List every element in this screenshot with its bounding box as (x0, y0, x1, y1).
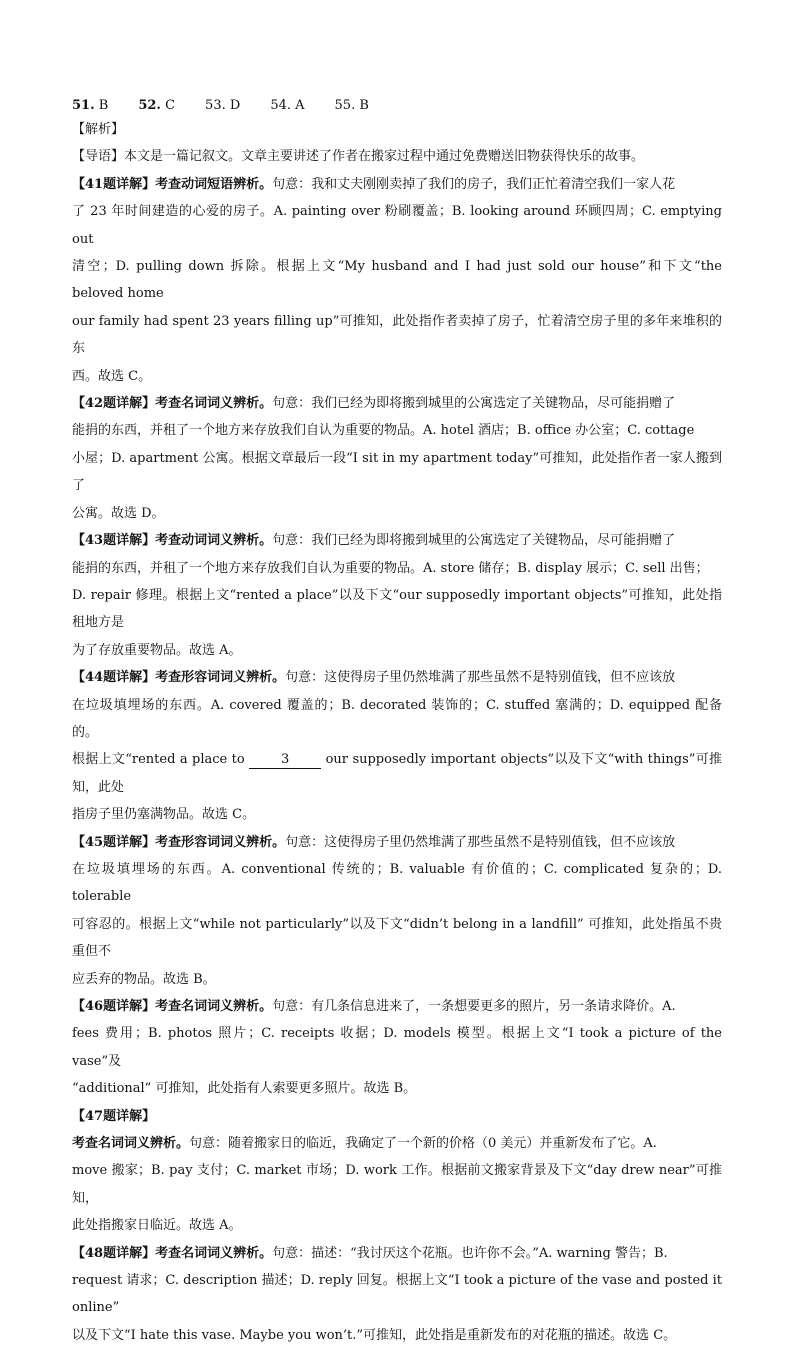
answer-53: 53. D (205, 97, 241, 113)
answer-54: 54. A (270, 97, 305, 113)
q41-line-4: our family had spent 23 years filling up”可推知，此处指作者卖掉了房子，忙着清空房子里的多年来堆积的东 (72, 313, 722, 357)
q42-line-4: 公寓。故选 D。 (72, 505, 165, 521)
answer-55: 55. B (334, 97, 369, 113)
q41-line-3: 清空；D. pulling down 拆除。根据上文“My husband and I had just sold our house”和下文“the beloved home (72, 259, 722, 302)
q46-line-3: “additional” 可推知，此处指有人索要更多照片。故选 B。 (72, 1081, 417, 1097)
q44-line-3: 根据上文“rented a place to 3 our supposedly important objects”以及下文“with things”可推知，此处 (72, 752, 723, 795)
q42-line-1: 【42题详解】考查名词词义辨析。句意：我们已经为即将搬到城里的公寓选定了关键物品，尽可能捐赠了 (72, 396, 676, 412)
q44-line-1: 【44题详解】考查形容词词义辨析。句意：这使得房子里仍然堆满了那些虽然不是特别值钱，但不应该放 (72, 670, 676, 686)
q44-line-2: 在垃圾填埋场的东西。A. covered 覆盖的；B. decorated 装饰的；C. stuffed 塞满的；D. equipped 配备的。 (72, 697, 722, 740)
q42-line-2: 能捐的东西，并租了一个地方来存放我们自认为重要的物品。A. hotel 酒店；B. office 办公室；C. cottage (72, 423, 695, 439)
q45-line-3: 可容忍的。根据上文“while not particularly”以及下文“didn’t belong in a landfill” 可推知，此处指虽不贵重但不 (72, 916, 722, 960)
q43-line-1: 【43题详解】考查动词词义辨析。句意：我们已经为即将搬到城里的公寓选定了关键物品，尽可能捐赠了 (72, 533, 676, 549)
q41-line-5: 西。故选 C。 (72, 368, 152, 384)
q43-line-4: 为了存放重要物品。故选 A。 (72, 642, 242, 658)
q45-line-2: 在垃圾填埋场的东西。A. conventional 传统的；B. valuable 有价值的；C. complicated 复杂的；D. tolerable (72, 861, 722, 905)
q46-line-2: fees 费用；B. photos 照片；C. receipts 收据；D. models 模型。根据上文“I took a picture of the vase”及 (72, 1026, 722, 1069)
q48-line-3: 以及下文“I hate this vase. Maybe you won’t.”可推知，此处指是重新发布的对花瓶的描述。故选 C。 (72, 1327, 677, 1343)
answer-key-row (72, 94, 722, 116)
q48-line-2: request 请求；C. description 描述；D. reply 回复。根据上文“I took a picture of the vase and posted it online” (72, 1273, 722, 1316)
q48-line-1: 【48题详解】考查名词词义辨析。句意：描述：“我讨厌这个花瓶。也许你不会。”A. warning 警告；B. (72, 1245, 668, 1261)
answer-51: 51. B (72, 97, 109, 113)
q42-line-3: 小屋；D. apartment 公寓。根据文章最后一段“I sit in my apartment today”可推知，此处指作者一家人搬到了 (72, 450, 722, 494)
q44-line-4: 指房子里仍塞满物品。故选 C。 (72, 807, 256, 823)
q43-line-2: 能捐的东西，并租了一个地方来存放我们自认为重要的物品。A. store 储存；B. display 展示；C. sell 出售； (72, 560, 709, 576)
q41-line-2: 了 23 年时间建造的心爱的房子。A. painting over 粉刷覆盖；B. looking around 环顾四周；C. emptying out (72, 204, 722, 247)
q45-line-1: 【45题详解】考查形容词词义辨析。句意：这使得房子里仍然堆满了那些虽然不是特别值钱，但不应该放 (72, 834, 676, 850)
q47-line-3: 此处指搬家日临近。故选 A。 (72, 1218, 242, 1234)
analysis-header: 【解析】 (72, 122, 125, 137)
q47-line-2: move 搬家；B. pay 支付；C. market 市场；D. work 工作。根据前文搬家背景及下文“day drew near”可推知， (72, 1163, 722, 1206)
q41-line-1: 【41题详解】考查动词短语辨析。句意：我和丈夫刚刚卖掉了我们的房子，我们正忙着清空我们一家人花 (72, 176, 676, 192)
q43-line-3: D. repair 修理。根据上文“rented a place”以及下文“our supposedly important objects”可推知，此处指租地方是 (72, 587, 722, 631)
q45-line-4: 应丢弃的物品。故选 B。 (72, 971, 216, 987)
q46-line-1: 【46题详解】考查名词词义辨析。句意：有几条信息进来了，一条想要更多的照片，另一条请求降价。A. (72, 999, 676, 1014)
blank-3: 3 (249, 752, 321, 769)
introduction: 【导语】本文是一篇记叙文。文章主要讲述了作者在搬家过程中通过免费赠送旧物获得快乐的故事。 (72, 149, 645, 165)
document-page (72, 94, 722, 1349)
q47-line-1: 考查名词词义辨析。句意：随着搬家日的临近，我确定了一个新的价格（0 美元）并重新发布了它。A. (72, 1136, 657, 1152)
answer-52: 52. C (138, 97, 176, 113)
q47-header: 【47题详解】 (72, 1108, 156, 1124)
